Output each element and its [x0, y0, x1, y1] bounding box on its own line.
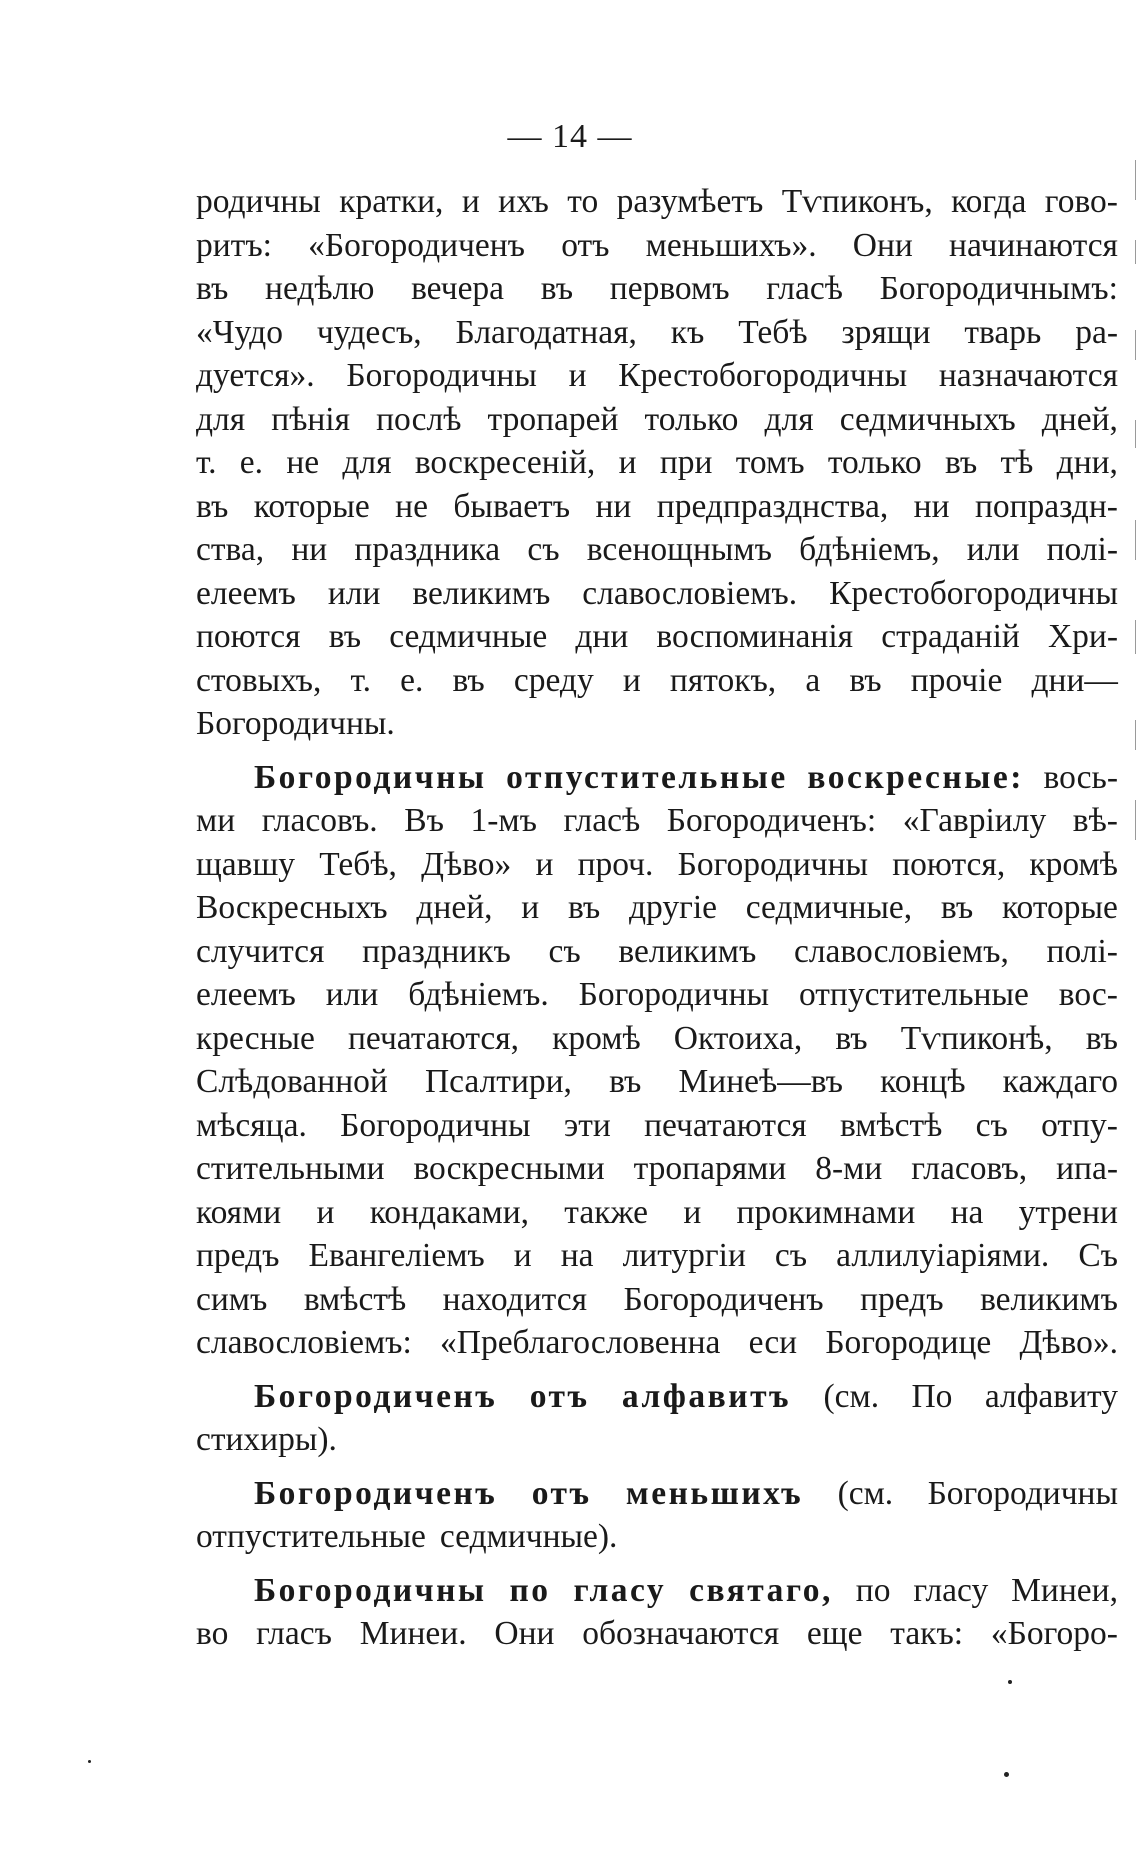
word: начинаются — [949, 226, 1118, 264]
word: послѣ — [376, 400, 462, 438]
word: назначаются — [938, 357, 1118, 394]
word: гово- — [1044, 183, 1118, 220]
word: кресные — [196, 1019, 315, 1057]
word: коями — [196, 1193, 282, 1231]
bold-term-word: отъ — [529, 1377, 590, 1415]
word: т. — [196, 444, 217, 481]
word: Богородице — [825, 1324, 992, 1361]
bold-term-word: меньшихъ — [625, 1474, 804, 1512]
text-line — [196, 311, 1118, 355]
word: дни— — [1031, 661, 1118, 699]
word: вмѣстѣ — [840, 1106, 943, 1144]
word: Они — [852, 226, 913, 264]
word: съ — [975, 1106, 1008, 1144]
text-line — [196, 528, 1118, 572]
word: утрени — [1018, 1193, 1118, 1231]
word: и — [568, 357, 587, 394]
body-text — [196, 180, 1118, 1656]
word: е. — [400, 661, 424, 699]
word: предпразднства, — [656, 487, 889, 525]
text-line — [196, 799, 1118, 843]
text-line — [196, 843, 1118, 887]
bold-term-word: по — [509, 1571, 551, 1609]
word: Богородичны. — [196, 705, 395, 742]
word: отпустительные — [798, 976, 1029, 1013]
text-line — [196, 441, 1118, 485]
word: великимъ — [618, 932, 757, 970]
word: которые — [253, 487, 370, 525]
word: Тебѣ, — [319, 845, 397, 883]
print-speck — [88, 1760, 91, 1763]
word: 8-ми — [815, 1150, 883, 1187]
word: страданій — [881, 618, 1020, 655]
word: для — [764, 400, 814, 438]
word: вмѣстѣ — [303, 1280, 407, 1318]
word: печатаются — [644, 1106, 807, 1144]
word: то — [567, 183, 599, 220]
word: кромѣ — [552, 1019, 641, 1057]
word: тварь — [964, 313, 1042, 351]
word: въ — [609, 1063, 642, 1100]
word: Богородичны — [340, 1106, 531, 1144]
word: праздника — [354, 531, 501, 568]
word: и — [521, 889, 540, 926]
word: Крестобогородичны — [829, 574, 1118, 612]
word: на — [560, 1237, 594, 1274]
word: такъ: — [890, 1615, 964, 1652]
word: праздникъ — [362, 932, 511, 970]
word: Они — [494, 1615, 555, 1652]
word: ни — [291, 531, 328, 568]
text-line — [196, 1234, 1118, 1278]
word: родичны — [196, 183, 321, 220]
word: дней, — [416, 889, 493, 926]
word: томъ — [735, 444, 805, 481]
word: только — [644, 400, 739, 438]
word: т. — [350, 661, 371, 699]
word: эти — [563, 1106, 611, 1144]
bold-term-word: отъ — [531, 1474, 592, 1512]
word: дни, — [1056, 444, 1118, 481]
margin-rule — [1135, 620, 1136, 654]
word: случится — [196, 932, 325, 970]
word: поются — [196, 618, 301, 655]
word: вос- — [1058, 976, 1118, 1013]
word: чудесъ, — [316, 313, 422, 351]
word: среду — [513, 661, 594, 699]
word: гласу — [913, 1571, 989, 1609]
text-line — [196, 973, 1118, 1017]
word: кромѣ — [1029, 845, 1118, 883]
word: находится — [442, 1280, 587, 1318]
margin-rule — [1135, 240, 1136, 264]
word: алфавиту — [984, 1377, 1118, 1415]
word: воскресными — [413, 1150, 605, 1187]
word: литургіи — [622, 1237, 746, 1274]
word: «Гавріилу — [902, 802, 1047, 839]
text-line — [196, 1321, 1118, 1365]
word: тропарей — [487, 400, 619, 438]
word: въ — [452, 661, 485, 699]
print-speck — [1008, 1680, 1012, 1684]
word: седмичные — [389, 618, 548, 655]
margin-rule — [1135, 330, 1136, 360]
word: гласъ — [256, 1615, 332, 1652]
word: для — [342, 444, 392, 481]
word: симъ — [196, 1280, 268, 1318]
word: проч. — [577, 845, 654, 883]
word: еси — [748, 1324, 798, 1361]
word: славословіемъ. — [582, 574, 798, 612]
text-line — [196, 1017, 1118, 1061]
margin-rule — [1135, 720, 1136, 750]
word: ми — [196, 802, 236, 839]
word: Съ — [1078, 1237, 1118, 1274]
word: тропарями — [633, 1150, 787, 1187]
word: обозначаются — [582, 1615, 780, 1652]
text-line — [196, 398, 1118, 442]
word: прокимнами — [736, 1193, 916, 1231]
word: отпу- — [1041, 1106, 1118, 1144]
word: въ — [835, 1019, 868, 1057]
word: ра- — [1075, 313, 1118, 351]
text-line — [196, 886, 1118, 930]
word: и — [618, 444, 637, 481]
word: отпустительные — [196, 1518, 426, 1555]
text-line — [196, 354, 1118, 398]
word: въ — [196, 270, 229, 307]
word: и — [513, 1237, 532, 1274]
word: бываетъ — [453, 487, 571, 525]
word: бдѣніемъ. — [408, 976, 549, 1013]
word: вечера — [411, 270, 505, 307]
word: аллилуіаріями. — [836, 1237, 1050, 1274]
word: въ — [540, 270, 574, 307]
word: стительными — [196, 1150, 385, 1187]
word: кратки, — [339, 183, 444, 220]
word: Минеи. — [359, 1615, 467, 1652]
word: каждаго — [1002, 1063, 1118, 1100]
word: къ — [670, 313, 705, 351]
bold-term-word: алфавитъ — [621, 1377, 792, 1415]
word: еще — [806, 1615, 863, 1652]
word: предъ — [860, 1280, 944, 1318]
word: Псалтири, — [424, 1063, 572, 1100]
word: «Богородиченъ — [308, 226, 526, 264]
margin-rule — [1135, 420, 1136, 448]
word: Дѣво». — [1019, 1324, 1118, 1361]
bold-term-word: Богородиченъ — [254, 1474, 498, 1512]
word: и — [683, 1193, 702, 1231]
word: ипа- — [1056, 1150, 1118, 1187]
word: въ — [328, 618, 362, 655]
word: гласовъ. — [261, 802, 378, 839]
word: Богородиченъ: — [666, 802, 877, 839]
word: зрящи — [841, 313, 931, 351]
word: ства, — [196, 531, 265, 568]
word: Тѵпиконѣ, — [900, 1019, 1053, 1057]
word: не — [395, 487, 428, 525]
word: Богородичны — [346, 357, 537, 394]
word: съ — [774, 1237, 808, 1274]
word: въ — [1085, 1019, 1118, 1057]
word: пѣнія — [271, 400, 351, 438]
print-speck — [1004, 1772, 1009, 1777]
word: на — [950, 1193, 984, 1231]
word: при — [659, 444, 713, 481]
word: По — [911, 1377, 953, 1415]
word: или — [327, 574, 381, 612]
word: и — [316, 1193, 335, 1231]
word: меньшихъ». — [645, 226, 817, 264]
word: гласовъ, — [911, 1150, 1028, 1187]
word: также — [564, 1193, 649, 1231]
word: стовыхъ, — [196, 661, 322, 699]
word: дни — [575, 618, 629, 655]
word: въ — [567, 889, 601, 926]
word: Слѣдованной — [196, 1063, 388, 1100]
word: великимъ — [980, 1280, 1118, 1318]
word: Тебѣ — [738, 313, 808, 351]
word: (см. — [837, 1474, 894, 1512]
word: полі- — [1046, 531, 1118, 568]
text-line — [196, 930, 1118, 974]
bold-term-word: святаго, — [689, 1571, 833, 1609]
text-line — [196, 267, 1118, 311]
word: Хри- — [1047, 618, 1118, 655]
word: для — [196, 400, 246, 438]
word: седмичные). — [439, 1518, 618, 1555]
word: съ — [527, 531, 560, 568]
word: во — [196, 1615, 229, 1652]
word: е. — [239, 444, 264, 481]
word: поются, — [892, 845, 1006, 883]
word: ни — [913, 487, 950, 525]
text-line — [196, 1104, 1118, 1148]
margin-rule — [1135, 520, 1136, 560]
word: ни — [595, 487, 632, 525]
word: дуется». — [196, 357, 315, 394]
word: вѣ- — [1072, 802, 1118, 839]
word: бдѣніемъ, — [799, 531, 940, 568]
word: и — [461, 183, 480, 220]
word: воспоминанія — [656, 618, 854, 655]
text-line — [196, 756, 1118, 800]
word: гласѣ — [563, 802, 641, 839]
word: и — [622, 661, 641, 699]
word: великимъ — [412, 574, 551, 612]
word: ритъ: — [196, 226, 272, 264]
word: пятокъ, — [669, 661, 777, 699]
word: щавшу — [196, 845, 296, 883]
word: а — [805, 661, 821, 699]
text-line — [196, 615, 1118, 659]
text-line — [196, 572, 1118, 616]
word: попраздн- — [974, 487, 1118, 525]
word: елеемъ — [196, 574, 296, 612]
word: стихиры). — [196, 1421, 337, 1458]
text-line — [196, 1191, 1118, 1235]
word: Минеи, — [1011, 1571, 1118, 1609]
bold-term-word: отпустительные — [506, 758, 788, 796]
word: концѣ — [880, 1063, 966, 1100]
bold-term-word: Богородичны — [254, 758, 487, 796]
word: седмичные, — [745, 889, 913, 926]
word: Богородичны — [927, 1474, 1118, 1512]
text-line — [196, 180, 1118, 224]
word: печатаются, — [348, 1019, 520, 1057]
word: всенощнымъ — [586, 531, 772, 568]
word: и — [535, 845, 554, 883]
word: въ — [940, 889, 974, 926]
word: въ — [849, 661, 882, 699]
word: полі- — [1046, 932, 1118, 970]
text-line — [196, 224, 1118, 268]
word: разумѣетъ — [616, 183, 764, 220]
word: (см. — [823, 1377, 880, 1415]
text-line — [196, 1612, 1118, 1656]
word: «Преблагословенна — [440, 1324, 721, 1361]
text-line — [196, 485, 1118, 529]
word: вось- — [1043, 758, 1118, 796]
word: елеемъ — [196, 976, 296, 1013]
word: не — [286, 444, 320, 481]
word: тѣ — [1000, 444, 1034, 481]
word: по — [855, 1571, 891, 1609]
word: Богородичны — [677, 845, 869, 883]
word: воскресеній, — [414, 444, 596, 481]
word: первомъ — [609, 270, 730, 307]
text-line — [196, 1569, 1118, 1613]
margin-rule — [1135, 800, 1136, 840]
word: Богородичны — [578, 976, 770, 1013]
text-line — [196, 659, 1118, 703]
word: Дѣво» — [421, 845, 512, 883]
word: славословіемъ, — [793, 932, 1009, 970]
word: дней, — [1041, 400, 1118, 438]
word: или — [325, 976, 379, 1013]
word: Богородиченъ — [623, 1280, 824, 1318]
word: седмичныхъ — [839, 400, 1016, 438]
word: «Чудо — [196, 313, 283, 351]
word: мѣсяца. — [196, 1106, 307, 1144]
word: Благодатная, — [455, 313, 637, 351]
bold-term-word: воскресные: — [807, 758, 1024, 796]
word: другіе — [628, 889, 718, 926]
word: Тѵпиконъ, — [781, 183, 933, 220]
text-line — [196, 1147, 1118, 1191]
bold-term-word: гласу — [573, 1571, 667, 1609]
word: 1-мъ — [470, 802, 537, 839]
text-line — [196, 1418, 1118, 1462]
word: Воскресныхъ — [196, 889, 388, 926]
word: ихъ — [498, 183, 549, 220]
word: «Богоро- — [990, 1615, 1118, 1652]
word: Минеѣ—въ — [678, 1063, 844, 1100]
word: въ — [196, 487, 229, 525]
word: Крестобогородичны — [618, 357, 908, 394]
word: въ — [944, 444, 978, 481]
text-line — [196, 1472, 1118, 1516]
text-line — [196, 1278, 1118, 1322]
word: гласѣ — [766, 270, 843, 307]
text-line — [196, 702, 1118, 746]
word: Въ — [404, 802, 444, 839]
word: только — [827, 444, 922, 481]
word: Богородичнымъ: — [879, 270, 1118, 307]
word: Октоиха, — [673, 1019, 803, 1057]
text-line — [196, 1060, 1118, 1104]
text-line — [196, 1515, 1118, 1559]
word: съ — [548, 932, 581, 970]
bold-term-word: Богородиченъ — [254, 1377, 498, 1415]
word: предъ — [196, 1237, 280, 1274]
word: или — [966, 531, 1020, 568]
bold-term-word: Богородичны — [254, 1571, 487, 1609]
text-line — [196, 1375, 1118, 1419]
word: которые — [1001, 889, 1118, 926]
word: кондаками, — [369, 1193, 530, 1231]
word: когда — [951, 183, 1027, 220]
word: отъ — [561, 226, 610, 264]
word: славословіемъ: — [196, 1324, 412, 1361]
word: недѣлю — [265, 270, 375, 307]
word: Евангеліемъ — [308, 1237, 485, 1274]
margin-rule — [1135, 160, 1136, 200]
word: прочіе — [910, 661, 1003, 699]
page-number: — 14 — — [507, 118, 633, 155]
